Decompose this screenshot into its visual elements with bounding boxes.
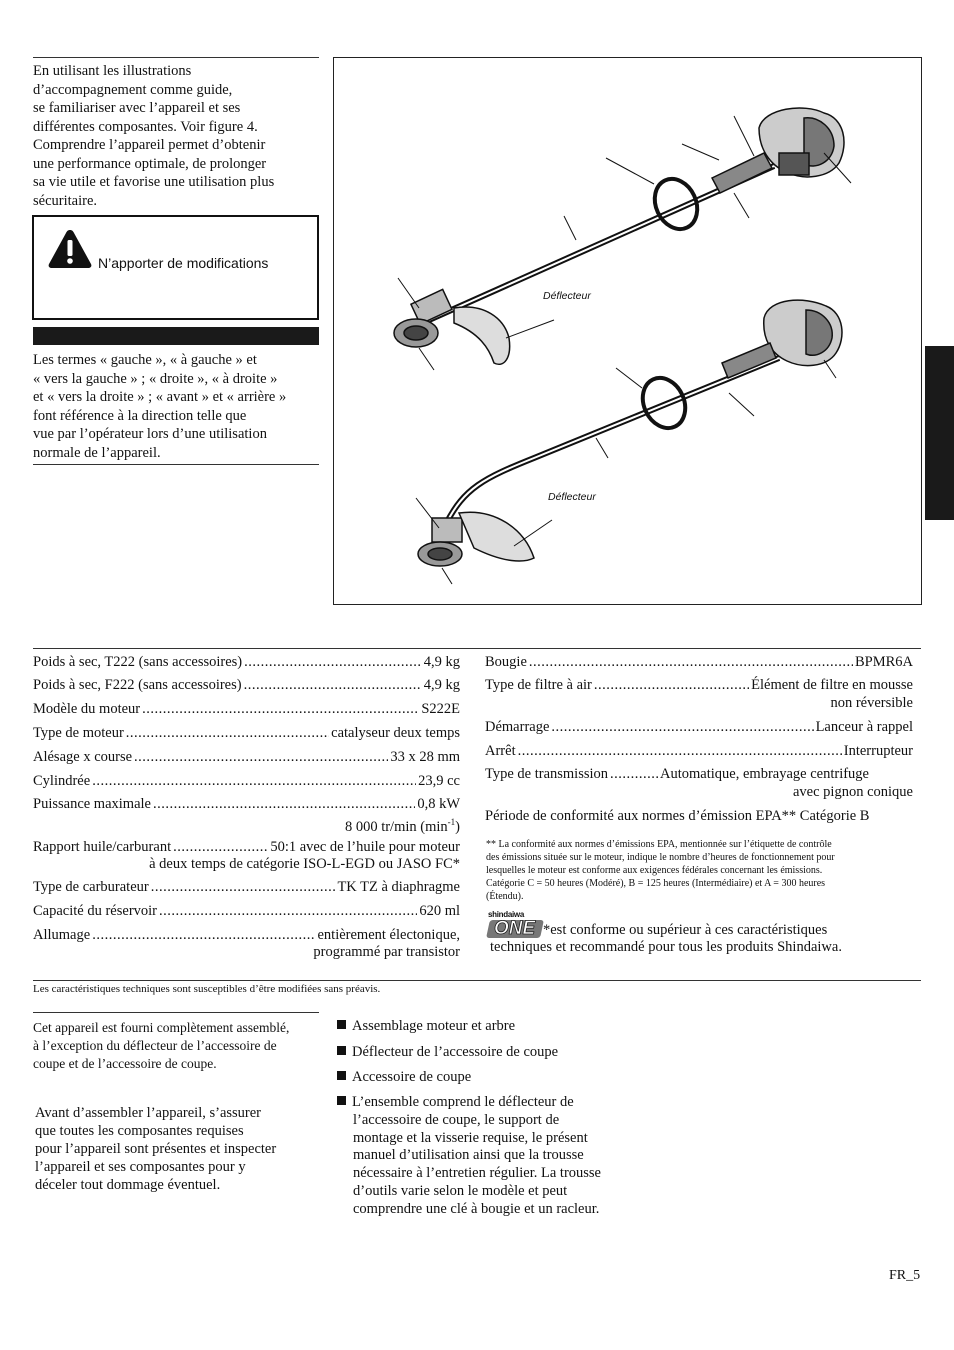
spec-value: TK TZ à diaphragme — [337, 879, 460, 895]
spec-value-end: ) — [455, 818, 460, 835]
spec-row — [33, 676, 460, 694]
one-line-1: *est conforme ou supérieur à ces caractéristiques — [543, 922, 828, 938]
spec-label: Alésage x course — [33, 749, 133, 765]
one-statement-2 — [490, 939, 842, 956]
spec-value: 620 ml — [419, 903, 460, 919]
intro-line: une performance optimale, de prolonger — [33, 155, 267, 172]
before-line: que toutes les composantes requises — [35, 1123, 244, 1139]
trimmer-illustration — [334, 58, 921, 604]
spec-value-line2: programmé par transistor — [313, 944, 460, 960]
one-line-2: techniques et recommandé pour tous les produits Shindaiwa. — [490, 939, 842, 955]
spec-label: Allumage — [33, 927, 91, 943]
direction-terms-paragraph — [33, 351, 318, 462]
epa-note-line: Catégorie C = 50 heures (Modéré), B = 125 heures (Intermédiaire) et A = 300 heures — [486, 878, 826, 889]
before-line: pour l’appareil sont présentes et inspecter — [35, 1141, 277, 1157]
spec-value: 0,8 kW — [417, 796, 460, 812]
spec-row — [33, 653, 460, 671]
before-line: l’appareil et ses composantes pour y — [35, 1159, 246, 1175]
epa-note-line: (Étendu). — [486, 891, 524, 902]
intro-line: différentes composantes. Voir figure 4. — [33, 118, 258, 135]
spec-value-continued — [33, 813, 460, 836]
spec-label: Type de carburateur — [33, 879, 149, 895]
spec-value: S222E — [421, 701, 460, 717]
bullet-text: manuel d’utilisation ainsi que la trousse — [353, 1147, 584, 1164]
warning-box — [32, 215, 319, 320]
epa-footnote — [486, 838, 835, 903]
spec-row — [33, 724, 460, 742]
terms-line: vue par l’opérateur lors d’une utilisation — [33, 426, 267, 442]
specs-top-rule — [33, 648, 921, 649]
page-number: FR_5 — [889, 1268, 921, 1283]
terms-line: et « vers la droite » ; « avant » et « arrière » — [33, 389, 287, 405]
spec-row — [33, 748, 460, 766]
intro-line: sécuritaire. — [33, 192, 98, 209]
deflector-label-top: Déflecteur — [543, 290, 591, 302]
bullet-square-icon — [337, 1071, 346, 1080]
spec-value-line2: à deux temps de catégorie ISO-L-EGD ou JASO FC* — [149, 856, 460, 872]
bullet-square-icon — [337, 1096, 346, 1105]
intro-top-rule — [33, 57, 319, 58]
spec-value-line2: non réversible — [830, 695, 913, 711]
spec-value: Automatique, embrayage centrifuge — [660, 766, 869, 782]
bullet-text: Assemblage moteur et arbre — [352, 1018, 516, 1034]
side-thumb-tab — [925, 346, 954, 520]
bullet-text: nécessaire à l’entretien régulier. La trousse — [353, 1165, 601, 1182]
spec-value: Interrupteur — [843, 743, 913, 759]
bullet-text: comprendre une clé à bougie et un racleur. — [353, 1200, 600, 1217]
logo-brand: shindaiwa — [488, 910, 524, 919]
spec-value: Élément de filtre en mousse — [751, 677, 913, 693]
spec-value-continued — [33, 943, 460, 961]
spec-value-line2: 8 000 tr/min (min — [344, 818, 448, 835]
spec-label: Capacité du réservoir — [33, 903, 158, 919]
assembled-line: Cet appareil est fourni complètement assemblé, — [33, 1020, 290, 1035]
trimmer-figure — [333, 57, 922, 605]
assembled-line: coupe et de l’accessoire de coupe. — [33, 1056, 217, 1071]
spec-value-continued — [33, 855, 460, 873]
spec-value: BPMR6A — [854, 654, 913, 670]
spec-row — [33, 700, 460, 718]
trimmer-f222-illustration — [416, 300, 842, 584]
spec-label: Type de filtre à air — [485, 677, 592, 693]
spec-row — [485, 653, 913, 671]
spec-label: Cylindrée — [33, 773, 91, 789]
intro-line: d’accompagnement comme guide, — [33, 81, 233, 98]
list-item — [337, 1094, 601, 1219]
spec-row — [485, 742, 913, 760]
spec-label: Type de moteur — [33, 725, 124, 741]
warning-icon — [48, 229, 92, 269]
spec-label: Démarrage — [485, 719, 550, 735]
spec-row — [485, 676, 913, 694]
bullet-text: L’ensemble comprend le déflecteur de — [352, 1094, 574, 1110]
intro-line: sa vie utile et favorise une utilisation plus — [33, 174, 275, 190]
before-line: déceler tout dommage éventuel. — [35, 1177, 221, 1193]
list-item — [337, 1018, 515, 1036]
assembly-top-rule — [33, 1012, 319, 1013]
spec-label: Période de conformité aux normes d’émission EPA** Catégorie B — [485, 808, 870, 824]
terms-line: normale de l’appareil. — [33, 444, 161, 461]
spec-label: Puissance maximale — [33, 796, 151, 812]
spec-value: 23,9 cc — [418, 773, 460, 789]
terms-line: Les termes « gauche », « à gauche » et — [33, 352, 257, 368]
bullet-square-icon — [337, 1020, 346, 1029]
spec-row — [485, 765, 913, 783]
terms-bottom-rule — [33, 464, 319, 465]
bullet-text: d’outils varie selon le modèle et peut — [353, 1182, 568, 1199]
spec-value-line2: avec pignon conique — [793, 784, 913, 800]
logo-word: ONE — [494, 918, 536, 939]
specs-disclaimer: Les caractéristiques techniques sont susceptibles d’être modifiées sans préavis. — [33, 983, 381, 995]
spec-row — [33, 902, 460, 920]
spec-value: 50:1 avec de l’huile pour moteur — [270, 839, 460, 855]
spec-row — [485, 718, 913, 736]
spec-value: 33 x 28 mm — [390, 749, 460, 765]
assembled-paragraph — [33, 1019, 289, 1073]
bullet-text: Déflecteur de l’accessoire de coupe — [352, 1044, 559, 1060]
shindaiwa-one-logo — [488, 910, 546, 940]
list-item — [337, 1069, 471, 1087]
spec-value-continued — [485, 783, 913, 801]
intro-paragraph — [33, 62, 313, 210]
spec-label: Rapport huile/carburant — [33, 839, 172, 855]
terms-line: font référence à la direction telle que — [33, 407, 247, 424]
spec-value-continued — [485, 694, 913, 712]
spec-value: 4,9 kg — [423, 654, 460, 670]
spec-label: Poids à sec, F222 (sans accessoires) — [33, 677, 242, 693]
spec-row — [33, 838, 460, 856]
before-assembly-paragraph — [35, 1104, 276, 1194]
assembled-line: à l’exception du déflecteur de l’accessoire de — [33, 1038, 277, 1053]
spec-value: catalyseur deux temps — [331, 725, 460, 741]
spec-row — [33, 926, 460, 944]
epa-note-line: lesquelles le moteur est conforme aux exigences fédérales concernant les émissions. — [486, 865, 823, 876]
intro-line: se familiariser avec l’appareil et ses — [33, 100, 241, 116]
before-line: Avant d’assembler l’appareil, s’assurer — [35, 1105, 262, 1121]
epa-note-line: des émissions située sur le moteur, indique le nombre d’heures de fonctionnement pour — [486, 852, 835, 863]
spec-label: Arrêt — [485, 743, 516, 759]
spec-label: Poids à sec, T222 (sans accessoires) — [33, 654, 243, 670]
spec-row-epa — [485, 807, 921, 825]
bullet-text: l’accessoire de coupe, le support de — [353, 1111, 560, 1128]
bullet-square-icon — [337, 1046, 346, 1055]
one-statement — [543, 922, 827, 939]
intro-line: En utilisant les illustrations — [33, 63, 192, 79]
bullet-text: montage et la visserie requise, le présent — [353, 1129, 588, 1146]
section-heading-bar — [33, 327, 319, 345]
deflector-label-bottom: Déflecteur — [548, 491, 596, 503]
list-item — [337, 1044, 558, 1062]
spec-label: Bougie — [485, 654, 527, 670]
spec-value: entièrement électonique, — [317, 927, 460, 943]
spec-value: Lanceur à rappel — [815, 719, 913, 735]
spec-superscript: -1 — [447, 817, 456, 827]
spec-value: 4,9 kg — [423, 677, 460, 693]
spec-row — [33, 878, 460, 896]
warning-text: N’apporter de modifications — [98, 255, 269, 271]
epa-note-line: ** La conformité aux normes d’émissions EPA, mentionnée sur l’étiquette de contrôle — [486, 839, 832, 850]
spec-label: Type de transmission — [485, 766, 609, 782]
intro-line: Comprendre l’appareil permet d’obtenir — [33, 137, 266, 153]
specs-bottom-rule — [33, 980, 921, 981]
spec-row — [33, 772, 460, 790]
terms-line: « vers la gauche » ; « droite », « à droite » — [33, 370, 278, 387]
spec-label: Modèle du moteur — [33, 701, 141, 717]
bullet-text: Accessoire de coupe — [352, 1069, 472, 1085]
spec-row — [33, 795, 460, 813]
